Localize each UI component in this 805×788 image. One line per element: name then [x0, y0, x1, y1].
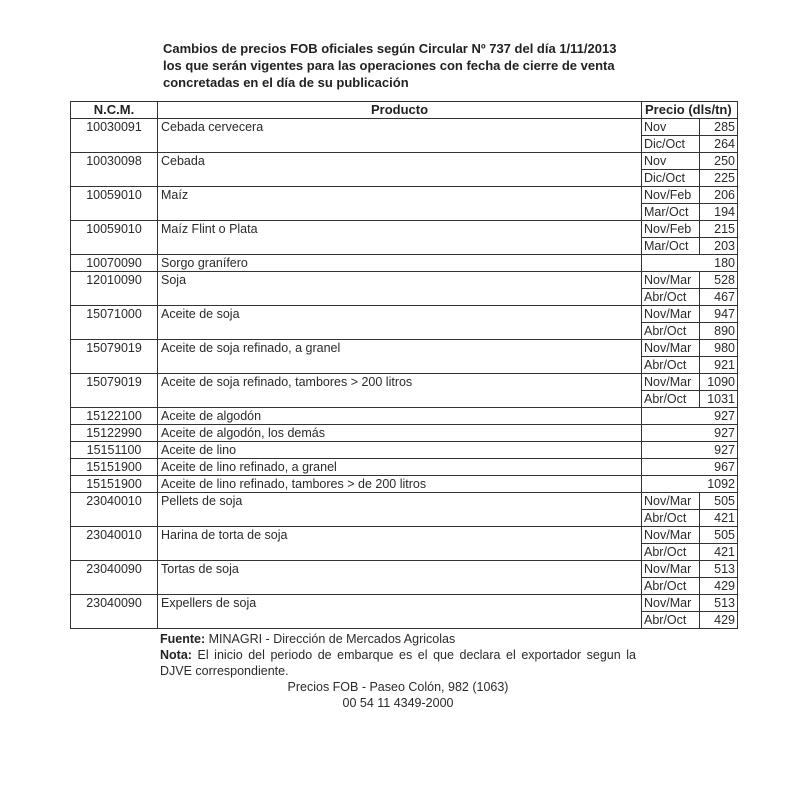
- ncm-cell: 10059010: [71, 221, 158, 238]
- table-row: [71, 272, 738, 289]
- period-cell: Nov/Feb: [642, 221, 700, 238]
- document-title: Cambios de precios FOB oficiales según Circular Nº 737 del día 1/11/2013 los que serán vigentes para las operaciones con fecha de cierre de venta concretadas en el día de su publicación: [163, 41, 617, 90]
- ncm-cell: 23040090: [71, 561, 158, 578]
- price-value-cell: 421: [700, 544, 738, 561]
- table-row-continuation: [71, 204, 738, 221]
- table-row: [71, 221, 738, 238]
- period-cell: Mar/Oct: [642, 238, 700, 255]
- price-value-cell: 505: [700, 493, 738, 510]
- ncm-cell: 15122100: [71, 408, 158, 425]
- ncm-cell: 15151900: [71, 459, 158, 476]
- price-value-cell: 429: [700, 612, 738, 629]
- phone-line: 00 54 11 4349-2000: [342, 696, 454, 710]
- period-cell: Abr/Oct: [642, 578, 700, 595]
- period-cell: Nov/Feb: [642, 187, 700, 204]
- address-line: Precios FOB - Paseo Colón, 982 (1063): [287, 680, 509, 694]
- ncm-cell-empty: [71, 323, 158, 340]
- table-row-continuation: [71, 510, 738, 527]
- period-cell: Abr/Oct: [642, 612, 700, 629]
- product-cell: Soja: [158, 272, 642, 289]
- table-row-continuation: [71, 357, 738, 374]
- table-body: [71, 119, 738, 629]
- price-value-cell: 890: [700, 323, 738, 340]
- ncm-cell-empty: [71, 238, 158, 255]
- price-value-cell: 250: [700, 153, 738, 170]
- price-value-cell: 206: [700, 187, 738, 204]
- product-cell: Aceite de algodón, los demás: [158, 425, 642, 442]
- price-value-cell: 421: [700, 510, 738, 527]
- source-text: MINAGRI - Dirección de Mercados Agricolas: [205, 632, 456, 646]
- period-cell: Abr/Oct: [642, 510, 700, 527]
- ncm-cell-empty: [71, 391, 158, 408]
- period-cell: Nov/Mar: [642, 527, 700, 544]
- table-row: [71, 306, 738, 323]
- price-value-cell: 967: [642, 459, 738, 476]
- ncm-cell-empty: [71, 289, 158, 306]
- product-cell-empty: [158, 136, 642, 153]
- ncm-cell-empty: [71, 544, 158, 561]
- price-value-cell: 429: [700, 578, 738, 595]
- period-cell: Nov: [642, 119, 700, 136]
- price-value-cell: 528: [700, 272, 738, 289]
- price-value-cell: 927: [642, 442, 738, 459]
- product-cell: Aceite de soja: [158, 306, 642, 323]
- table-row: [71, 408, 738, 425]
- table-row: [71, 442, 738, 459]
- table-row: [71, 561, 738, 578]
- price-value-cell: 947: [700, 306, 738, 323]
- source-label: Fuente:: [160, 632, 206, 646]
- product-cell-empty: [158, 289, 642, 306]
- ncm-cell: 12010090: [71, 272, 158, 289]
- ncm-cell: 10030091: [71, 119, 158, 136]
- table-row: [71, 187, 738, 204]
- table-row-continuation: [71, 238, 738, 255]
- table-row: [71, 374, 738, 391]
- product-cell: Aceite de soja refinado, a granel: [158, 340, 642, 357]
- product-cell: Aceite de soja refinado, tambores > 200 litros: [158, 374, 642, 391]
- period-cell: Nov/Mar: [642, 340, 700, 357]
- product-cell-empty: [158, 357, 642, 374]
- ncm-cell: 15079019: [71, 340, 158, 357]
- price-value-cell: 194: [700, 204, 738, 221]
- price-value-cell: 1092: [642, 476, 738, 493]
- product-cell-empty: [158, 238, 642, 255]
- ncm-cell: 15122990: [71, 425, 158, 442]
- note-label: Nota:: [160, 648, 192, 662]
- ncm-cell: 23040010: [71, 493, 158, 510]
- period-cell: Nov/Mar: [642, 272, 700, 289]
- ncm-cell: 15079019: [71, 374, 158, 391]
- product-cell: Maíz: [158, 187, 642, 204]
- period-cell: Nov/Mar: [642, 306, 700, 323]
- ncm-cell-empty: [71, 510, 158, 527]
- note-line: [160, 647, 636, 679]
- product-cell-empty: [158, 612, 642, 629]
- price-value-cell: 1031: [700, 391, 738, 408]
- price-value-cell: 225: [700, 170, 738, 187]
- table-row: [71, 153, 738, 170]
- ncm-cell-empty: [71, 170, 158, 187]
- product-cell: Aceite de lino refinado, a granel: [158, 459, 642, 476]
- table-row: [71, 425, 738, 442]
- ncm-cell: 10070090: [71, 255, 158, 272]
- ncm-cell-empty: [71, 357, 158, 374]
- ncm-cell: 10030098: [71, 153, 158, 170]
- period-cell: Nov/Mar: [642, 595, 700, 612]
- price-value-cell: 921: [700, 357, 738, 374]
- period-cell: Abr/Oct: [642, 544, 700, 561]
- period-cell: Mar/Oct: [642, 204, 700, 221]
- product-cell-empty: [158, 323, 642, 340]
- price-value-cell: 264: [700, 136, 738, 153]
- ncm-cell: 23040010: [71, 527, 158, 544]
- product-cell-empty: [158, 544, 642, 561]
- product-cell: Aceite de lino: [158, 442, 642, 459]
- period-cell: Nov/Mar: [642, 561, 700, 578]
- table-row: [71, 340, 738, 357]
- header-price: Precio (dls/tn): [642, 102, 738, 119]
- ncm-cell: 15151900: [71, 476, 158, 493]
- product-cell-empty: [158, 204, 642, 221]
- table-row-continuation: [71, 612, 738, 629]
- product-cell: Aceite de algodón: [158, 408, 642, 425]
- price-value-cell: 513: [700, 595, 738, 612]
- product-cell: Harina de torta de soja: [158, 527, 642, 544]
- price-value-cell: 203: [700, 238, 738, 255]
- product-cell: Aceite de lino refinado, tambores > de 200 litros: [158, 476, 642, 493]
- product-cell: Expellers de soja: [158, 595, 642, 612]
- period-cell: Nov: [642, 153, 700, 170]
- price-value-cell: 505: [700, 527, 738, 544]
- product-cell: Cebada cervecera: [158, 119, 642, 136]
- note-text: El inicio del periodo de embarque es el que declara el exportador segun la DJVE correspondiente.: [160, 648, 636, 678]
- product-cell: Cebada: [158, 153, 642, 170]
- footer: [160, 631, 636, 711]
- table-row-continuation: [71, 578, 738, 595]
- product-cell-empty: [158, 578, 642, 595]
- period-cell: Abr/Oct: [642, 391, 700, 408]
- fob-price-table: [70, 101, 738, 629]
- ncm-cell-empty: [71, 204, 158, 221]
- product-cell: Maíz Flint o Plata: [158, 221, 642, 238]
- period-cell: Nov/Mar: [642, 374, 700, 391]
- source-line: [160, 631, 636, 647]
- table-header-row: [71, 102, 738, 119]
- table-row: [71, 527, 738, 544]
- product-cell-empty: [158, 510, 642, 527]
- table-row-continuation: [71, 323, 738, 340]
- price-value-cell: 467: [700, 289, 738, 306]
- period-cell: Abr/Oct: [642, 357, 700, 374]
- table-row: [71, 493, 738, 510]
- price-value-cell: 180: [642, 255, 738, 272]
- table-row-continuation: [71, 289, 738, 306]
- price-value-cell: 513: [700, 561, 738, 578]
- ncm-cell: 23040090: [71, 595, 158, 612]
- product-cell: Pellets de soja: [158, 493, 642, 510]
- period-cell: Nov/Mar: [642, 493, 700, 510]
- table-row: [71, 255, 738, 272]
- price-value-cell: 215: [700, 221, 738, 238]
- table-row-continuation: [71, 544, 738, 561]
- table-row-continuation: [71, 391, 738, 408]
- table-row: [71, 476, 738, 493]
- ncm-cell: 10059010: [71, 187, 158, 204]
- table-row-continuation: [71, 170, 738, 187]
- price-value-cell: 927: [642, 408, 738, 425]
- price-value-cell: 927: [642, 425, 738, 442]
- period-cell: Abr/Oct: [642, 323, 700, 340]
- product-cell-empty: [158, 170, 642, 187]
- price-value-cell: 980: [700, 340, 738, 357]
- ncm-cell-empty: [71, 136, 158, 153]
- ncm-cell-empty: [71, 612, 158, 629]
- product-cell: Tortas de soja: [158, 561, 642, 578]
- ncm-cell-empty: [71, 578, 158, 595]
- product-cell: Sorgo granífero: [158, 255, 642, 272]
- ncm-cell: 15071000: [71, 306, 158, 323]
- table-row: [71, 119, 738, 136]
- table-row-continuation: [71, 136, 738, 153]
- ncm-cell: 15151100: [71, 442, 158, 459]
- price-value-cell: 285: [700, 119, 738, 136]
- product-cell-empty: [158, 391, 642, 408]
- period-cell: Dic/Oct: [642, 170, 700, 187]
- price-value-cell: 1090: [700, 374, 738, 391]
- header-ncm: N.C.M.: [71, 102, 158, 119]
- period-cell: Abr/Oct: [642, 289, 700, 306]
- table-row: [71, 459, 738, 476]
- period-cell: Dic/Oct: [642, 136, 700, 153]
- table-row: [71, 595, 738, 612]
- header-product: Producto: [158, 102, 642, 119]
